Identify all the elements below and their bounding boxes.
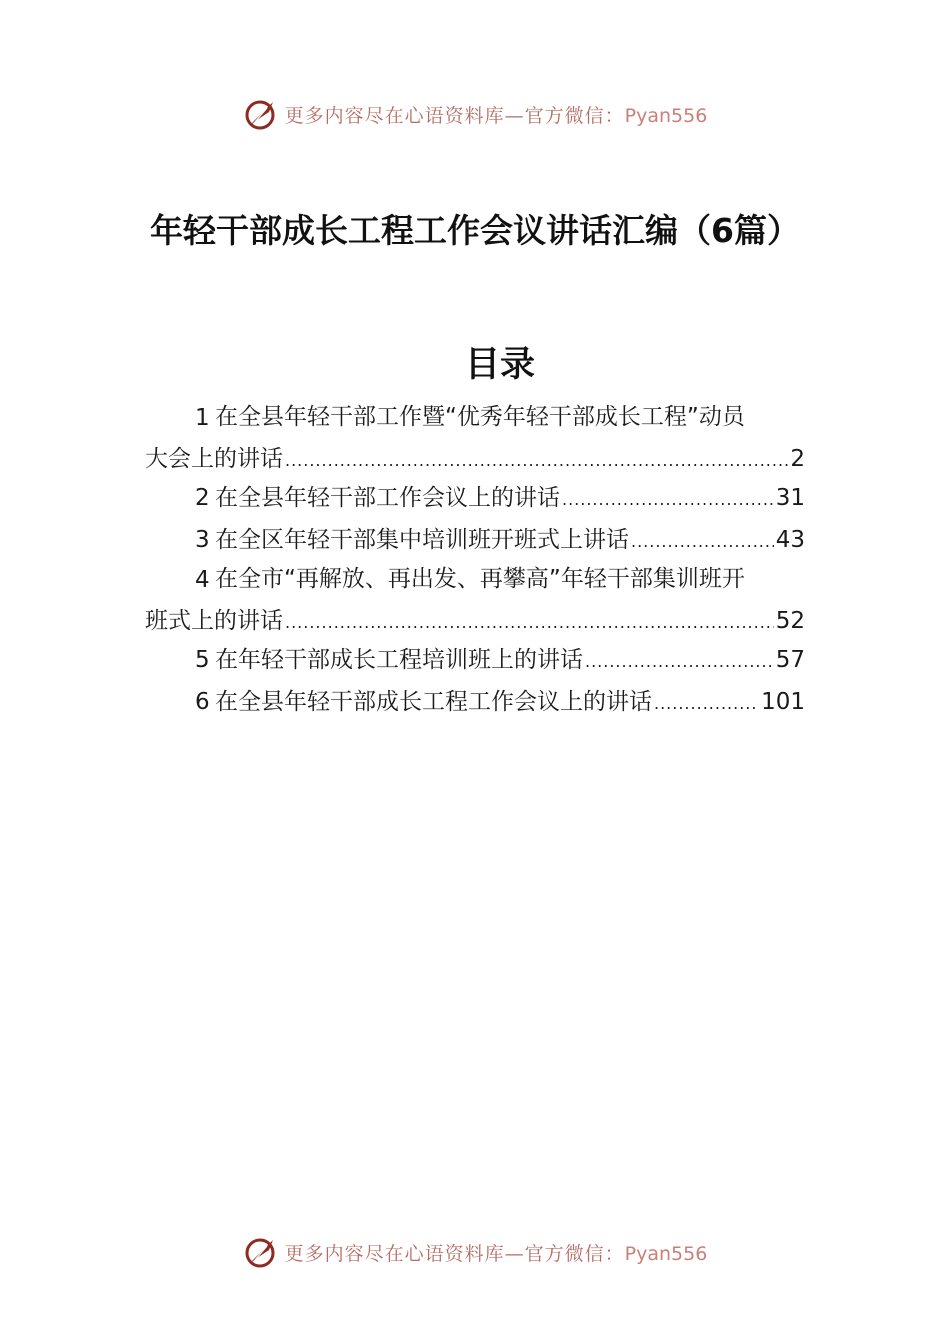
toc-entry-page: 31 — [775, 485, 805, 511]
quill-pen-logo-icon — [243, 96, 279, 132]
toc-entry-title: 在全市“再解放、再出发、再攀高”年轻干部集训班开 — [215, 566, 745, 592]
toc-entry-number: 2 — [195, 485, 210, 511]
toc-entry-number: 6 — [195, 689, 210, 715]
toc-entry-number: 5 — [195, 647, 210, 673]
toc-entry-page: 101 — [761, 689, 805, 715]
watermark-text: 更多内容尽在心语资料库—官方微信：Pyan556 — [284, 1242, 708, 1265]
wechat-id: Pyan556 — [624, 1242, 708, 1265]
toc-entry-continuation: 大会上的讲话 — [145, 446, 283, 472]
toc-entry-number: 1 — [195, 405, 210, 431]
toc-entry[interactable] — [145, 562, 805, 640]
toc-entry[interactable] — [145, 478, 805, 520]
header-watermark — [0, 94, 950, 134]
dot-leader — [562, 480, 774, 520]
toc-entry-number: 3 — [195, 527, 210, 553]
toc-entry-title: 在全县年轻干部工作会议上的讲话 — [215, 485, 560, 511]
toc-entry-continuation: 班式上的讲话 — [145, 608, 283, 634]
watermark-text: 更多内容尽在心语资料库—官方微信：Pyan556 — [284, 104, 708, 127]
table-of-contents — [145, 400, 805, 724]
toc-entry[interactable] — [145, 400, 805, 478]
toc-entry-page: 57 — [775, 647, 805, 673]
dot-leader — [285, 606, 774, 640]
toc-entry-title: 在全区年轻干部集中培训班开班式上讲话 — [215, 527, 629, 553]
toc-entry[interactable] — [145, 520, 805, 562]
quill-pen-logo-icon — [243, 1234, 279, 1270]
toc-entry[interactable] — [145, 682, 805, 724]
toc-entry-title: 在年轻干部成长工程培训班上的讲话 — [215, 647, 583, 673]
dot-leader — [654, 684, 759, 724]
footer-watermark — [0, 1232, 950, 1272]
toc-entry-page: 43 — [775, 527, 805, 553]
toc-heading: 目录 — [464, 345, 535, 385]
dot-leader — [631, 522, 774, 562]
toc-entry[interactable] — [145, 640, 805, 682]
toc-entry-number: 4 — [195, 567, 210, 593]
wechat-id: Pyan556 — [624, 104, 708, 127]
toc-entry-title: 在全县年轻干部成长工程工作会议上的讲话 — [215, 689, 652, 715]
dot-leader — [585, 642, 774, 682]
toc-entry-page: 2 — [790, 446, 805, 472]
toc-entry-title: 在全县年轻干部工作暨“优秀年轻干部成长工程”动员 — [215, 404, 745, 430]
toc-entry-page: 52 — [775, 608, 805, 634]
dot-leader — [285, 444, 788, 478]
document-title: 年轻干部成长工程工作会议讲话汇编（6篇） — [150, 211, 800, 250]
